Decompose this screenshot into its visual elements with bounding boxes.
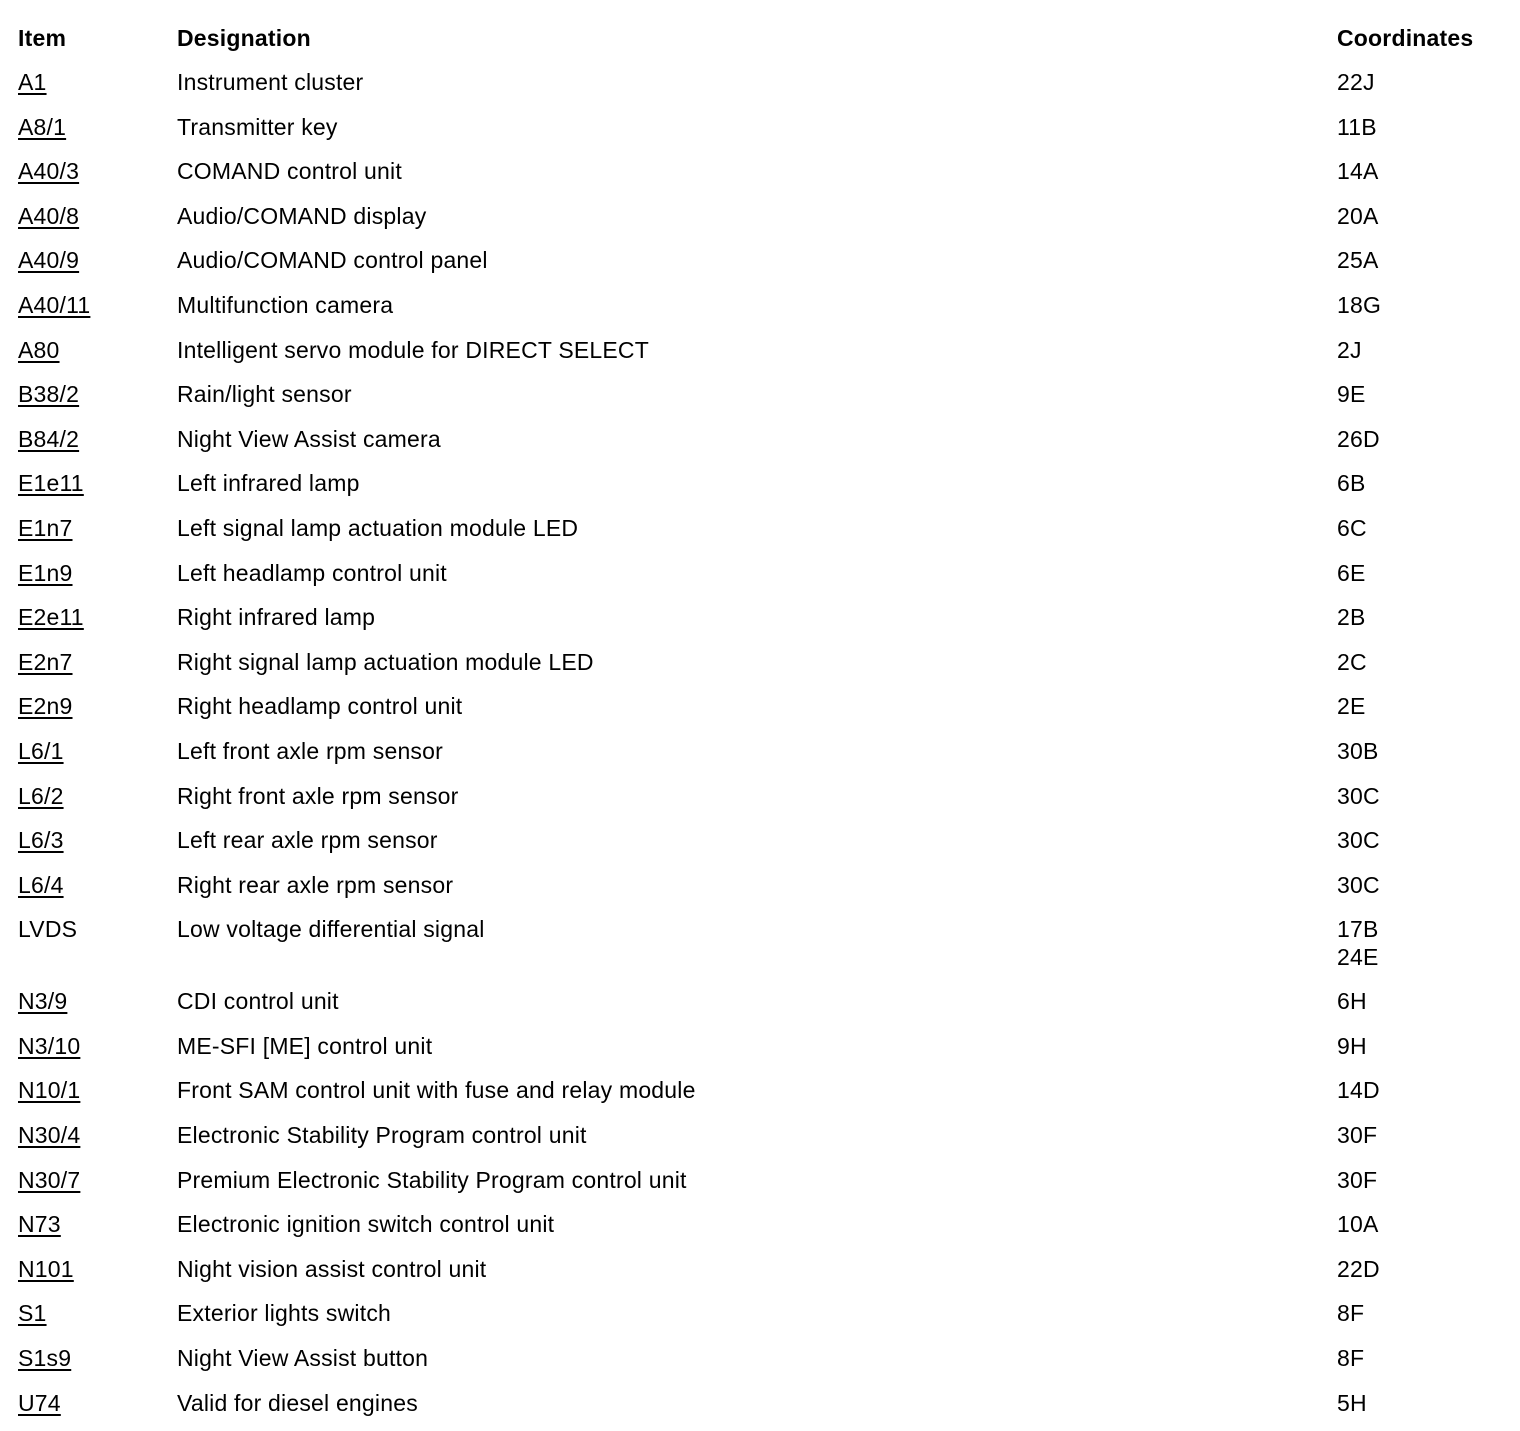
coordinates-cell xyxy=(1337,289,1508,334)
item-cell xyxy=(18,467,177,512)
item-link[interactable]: N10/1 xyxy=(18,1077,81,1104)
item-cell xyxy=(18,690,177,735)
item-link[interactable]: E2n9 xyxy=(18,693,73,720)
coordinates-cell xyxy=(1337,690,1508,735)
coordinates-cell xyxy=(1337,1164,1508,1209)
item-link[interactable]: N101 xyxy=(18,1255,74,1282)
coordinate-value: 30C xyxy=(1337,782,1380,809)
designation-cell: Premium Electronic Stability Program control unit xyxy=(177,1166,687,1193)
coordinate-value: 17B xyxy=(1337,916,1379,943)
coordinate-value: 2E xyxy=(1337,693,1366,720)
designation-cell: Left front axle rpm sensor xyxy=(177,737,443,764)
coordinates-cell xyxy=(1337,66,1508,111)
coordinates-cell xyxy=(1337,735,1508,780)
coordinates-column-header: Coordinates xyxy=(1337,25,1474,51)
item-cell xyxy=(18,1253,177,1298)
item-link[interactable]: B84/2 xyxy=(18,425,80,452)
item-cell xyxy=(18,1297,177,1342)
designation-cell: CDI control unit xyxy=(177,988,339,1015)
coordinate-value: 6E xyxy=(1337,559,1366,586)
coordinates-cell xyxy=(1337,869,1508,914)
item-cell xyxy=(18,1119,177,1164)
item-cell xyxy=(18,1164,177,1209)
coordinate-value: 11B xyxy=(1337,113,1377,140)
coordinates-cell xyxy=(1337,1208,1508,1253)
designation-cell: Electronic ignition switch control unit xyxy=(177,1211,555,1238)
item-cell xyxy=(18,378,177,423)
item-cell xyxy=(18,985,177,1030)
item-label: LVDS xyxy=(18,916,78,943)
coordinate-value: 10A xyxy=(1337,1211,1379,1238)
table-row xyxy=(18,244,1508,289)
coordinate-value: 24E xyxy=(1337,944,1379,971)
designation-cell: Front SAM control unit with fuse and relay module xyxy=(177,1077,696,1104)
item-cell xyxy=(18,869,177,914)
designation-cell: Right signal lamp actuation module LED xyxy=(177,648,594,675)
table-row xyxy=(18,1164,1508,1209)
item-link[interactable]: L6/1 xyxy=(18,737,64,764)
coordinates-cell xyxy=(1337,824,1508,869)
item-link[interactable]: B38/2 xyxy=(18,381,80,408)
item-link[interactable]: S1 xyxy=(18,1300,47,1327)
item-link[interactable]: A40/3 xyxy=(18,158,80,185)
item-cell xyxy=(18,111,177,156)
designation-cell: ME-SFI [ME] control unit xyxy=(177,1032,433,1059)
table-row xyxy=(18,1074,1508,1119)
designation-cell: Right rear axle rpm sensor xyxy=(177,871,454,898)
item-cell xyxy=(18,780,177,825)
designation-cell: Low voltage differential signal xyxy=(177,916,485,943)
item-cell xyxy=(18,735,177,780)
item-link[interactable]: L6/2 xyxy=(18,782,64,809)
coordinate-value: 6C xyxy=(1337,514,1367,541)
item-link[interactable]: S1s9 xyxy=(18,1345,72,1372)
coordinates-cell xyxy=(1337,1342,1508,1387)
item-cell xyxy=(18,646,177,691)
item-link[interactable]: L6/4 xyxy=(18,871,64,898)
designation-cell: Left headlamp control unit xyxy=(177,559,447,586)
coordinate-value: 22D xyxy=(1337,1255,1380,1282)
designation-cell: COMAND control unit xyxy=(177,158,402,185)
designation-cell: Left infrared lamp xyxy=(177,470,360,497)
item-link[interactable]: N3/9 xyxy=(18,988,68,1015)
item-cell xyxy=(18,913,177,985)
coordinates-cell xyxy=(1337,200,1508,245)
table-row xyxy=(18,1030,1508,1075)
item-link[interactable]: E2n7 xyxy=(18,648,73,675)
designation-cell: Transmitter key xyxy=(177,113,338,140)
coordinates-cell xyxy=(1337,423,1508,468)
table-row xyxy=(18,780,1508,825)
item-cell xyxy=(18,1208,177,1253)
designation-cell: Rain/light sensor xyxy=(177,381,352,408)
designation-cell: Night vision assist control unit xyxy=(177,1255,487,1282)
item-cell xyxy=(18,557,177,602)
header-row xyxy=(18,18,1508,66)
table-row xyxy=(18,1119,1508,1164)
table-row xyxy=(18,913,1508,985)
item-cell xyxy=(18,200,177,245)
table-row xyxy=(18,824,1508,869)
designation-cell: Multifunction camera xyxy=(177,291,394,318)
item-link[interactable]: A8/1 xyxy=(18,113,67,140)
table-row xyxy=(18,512,1508,557)
table-row xyxy=(18,1208,1508,1253)
item-cell xyxy=(18,423,177,468)
coordinates-cell xyxy=(1337,334,1508,379)
item-cell xyxy=(18,334,177,379)
item-cell xyxy=(18,601,177,646)
coordinate-value: 30F xyxy=(1337,1166,1378,1193)
designation-cell: Valid for diesel engines xyxy=(177,1389,418,1416)
item-link[interactable]: L6/3 xyxy=(18,827,64,854)
coordinates-cell xyxy=(1337,512,1508,557)
table-row xyxy=(18,690,1508,735)
designation-cell: Right front axle rpm sensor xyxy=(177,782,459,809)
table-row xyxy=(18,1253,1508,1298)
coordinate-value: 6B xyxy=(1337,470,1366,497)
coordinate-value: 9H xyxy=(1337,1032,1367,1059)
coordinates-cell xyxy=(1337,1030,1508,1075)
coordinate-value: 18G xyxy=(1337,291,1382,318)
item-link[interactable]: A1 xyxy=(18,69,47,95)
table-row xyxy=(18,1297,1508,1342)
item-cell xyxy=(18,66,177,111)
item-link[interactable]: E2e11 xyxy=(18,604,84,631)
designation-cell: Exterior lights switch xyxy=(177,1300,392,1327)
item-cell xyxy=(18,1387,177,1431)
coordinate-value: 5H xyxy=(1337,1389,1367,1416)
item-link[interactable]: N30/7 xyxy=(18,1166,81,1193)
table-row xyxy=(18,155,1508,200)
designation-column-header: Designation xyxy=(177,25,311,51)
table-row xyxy=(18,601,1508,646)
legend-body xyxy=(18,66,1508,1431)
item-link[interactable]: N3/10 xyxy=(18,1032,81,1059)
coordinates-cell xyxy=(1337,1119,1508,1164)
item-cell xyxy=(18,1074,177,1119)
item-link[interactable]: E1e11 xyxy=(18,470,84,497)
coordinate-value: 30C xyxy=(1337,827,1380,854)
coordinate-value: 2C xyxy=(1337,648,1367,675)
coordinate-value: 20A xyxy=(1337,202,1379,229)
coordinates-cell xyxy=(1337,646,1508,691)
coordinate-value: 30F xyxy=(1337,1122,1378,1149)
item-cell xyxy=(18,155,177,200)
item-link[interactable]: A40/8 xyxy=(18,202,80,229)
table-row xyxy=(18,200,1508,245)
coordinates-cell xyxy=(1337,557,1508,602)
coordinate-value: 14D xyxy=(1337,1077,1380,1104)
coordinate-value: 6H xyxy=(1337,988,1367,1015)
designation-cell: Electronic Stability Program control unit xyxy=(177,1122,587,1149)
table-row xyxy=(18,111,1508,156)
designation-cell: Left signal lamp actuation module LED xyxy=(177,514,579,541)
designation-cell: Right infrared lamp xyxy=(177,604,376,631)
designation-cell: Night View Assist button xyxy=(177,1345,429,1372)
coordinate-value: 8F xyxy=(1337,1345,1365,1372)
designation-cell: Audio/COMAND control panel xyxy=(177,247,488,274)
table-row xyxy=(18,869,1508,914)
item-link[interactable]: N73 xyxy=(18,1211,61,1238)
table-row xyxy=(18,378,1508,423)
item-cell xyxy=(18,1030,177,1075)
table-row xyxy=(18,646,1508,691)
coordinates-cell xyxy=(1337,985,1508,1030)
coordinates-cell xyxy=(1337,601,1508,646)
item-column-header: Item xyxy=(18,25,67,51)
table-row xyxy=(18,1342,1508,1387)
designation-cell: Intelligent servo module for DIRECT SELECT xyxy=(177,336,649,363)
coordinates-cell xyxy=(1337,1297,1508,1342)
item-cell xyxy=(18,289,177,334)
table-row xyxy=(18,557,1508,602)
table-row xyxy=(18,467,1508,512)
coordinate-value: 30C xyxy=(1337,871,1380,898)
item-link[interactable]: A40/9 xyxy=(18,247,80,274)
item-link[interactable]: A40/11 xyxy=(18,291,91,318)
designation-cell: Left rear axle rpm sensor xyxy=(177,827,438,854)
table-row xyxy=(18,334,1508,379)
coordinate-value: 8F xyxy=(1337,1300,1365,1327)
coordinate-value: 26D xyxy=(1337,425,1380,452)
coordinates-cell xyxy=(1337,244,1508,289)
coordinates-cell xyxy=(1337,378,1508,423)
coordinates-cell xyxy=(1337,1253,1508,1298)
table-row xyxy=(18,66,1508,111)
coordinate-value: 2J xyxy=(1337,336,1362,363)
item-link[interactable]: U74 xyxy=(18,1389,61,1416)
coordinate-value: 9E xyxy=(1337,381,1366,408)
coordinate-value: 22J xyxy=(1337,69,1375,95)
item-cell xyxy=(18,824,177,869)
designation-cell: Instrument cluster xyxy=(177,69,364,95)
coordinate-value: 14A xyxy=(1337,158,1379,185)
coordinates-cell xyxy=(1337,780,1508,825)
coordinates-cell xyxy=(1337,467,1508,512)
coordinates-cell xyxy=(1337,155,1508,200)
table-row xyxy=(18,423,1508,468)
coordinates-cell xyxy=(1337,1387,1508,1431)
item-cell xyxy=(18,1342,177,1387)
item-cell xyxy=(18,244,177,289)
table-row xyxy=(18,735,1508,780)
coordinates-cell xyxy=(1337,1074,1508,1119)
coordinates-cell xyxy=(1337,913,1508,985)
item-link[interactable]: E1n7 xyxy=(18,514,73,541)
designation-cell: Audio/COMAND display xyxy=(177,202,427,229)
coordinate-value: 30B xyxy=(1337,737,1379,764)
designation-cell: Night View Assist camera xyxy=(177,425,441,452)
coordinate-value: 2B xyxy=(1337,604,1366,631)
item-link[interactable]: E1n9 xyxy=(18,559,73,586)
coordinates-cell xyxy=(1337,111,1508,156)
item-link[interactable]: N30/4 xyxy=(18,1122,81,1149)
table-row xyxy=(18,289,1508,334)
item-cell xyxy=(18,512,177,557)
table-row xyxy=(18,985,1508,1030)
table-row xyxy=(18,1387,1508,1431)
designation-cell: Right headlamp control unit xyxy=(177,693,463,720)
item-link[interactable]: A80 xyxy=(18,336,60,363)
coordinate-value: 25A xyxy=(1337,247,1379,274)
component-legend-table xyxy=(18,18,1508,1431)
